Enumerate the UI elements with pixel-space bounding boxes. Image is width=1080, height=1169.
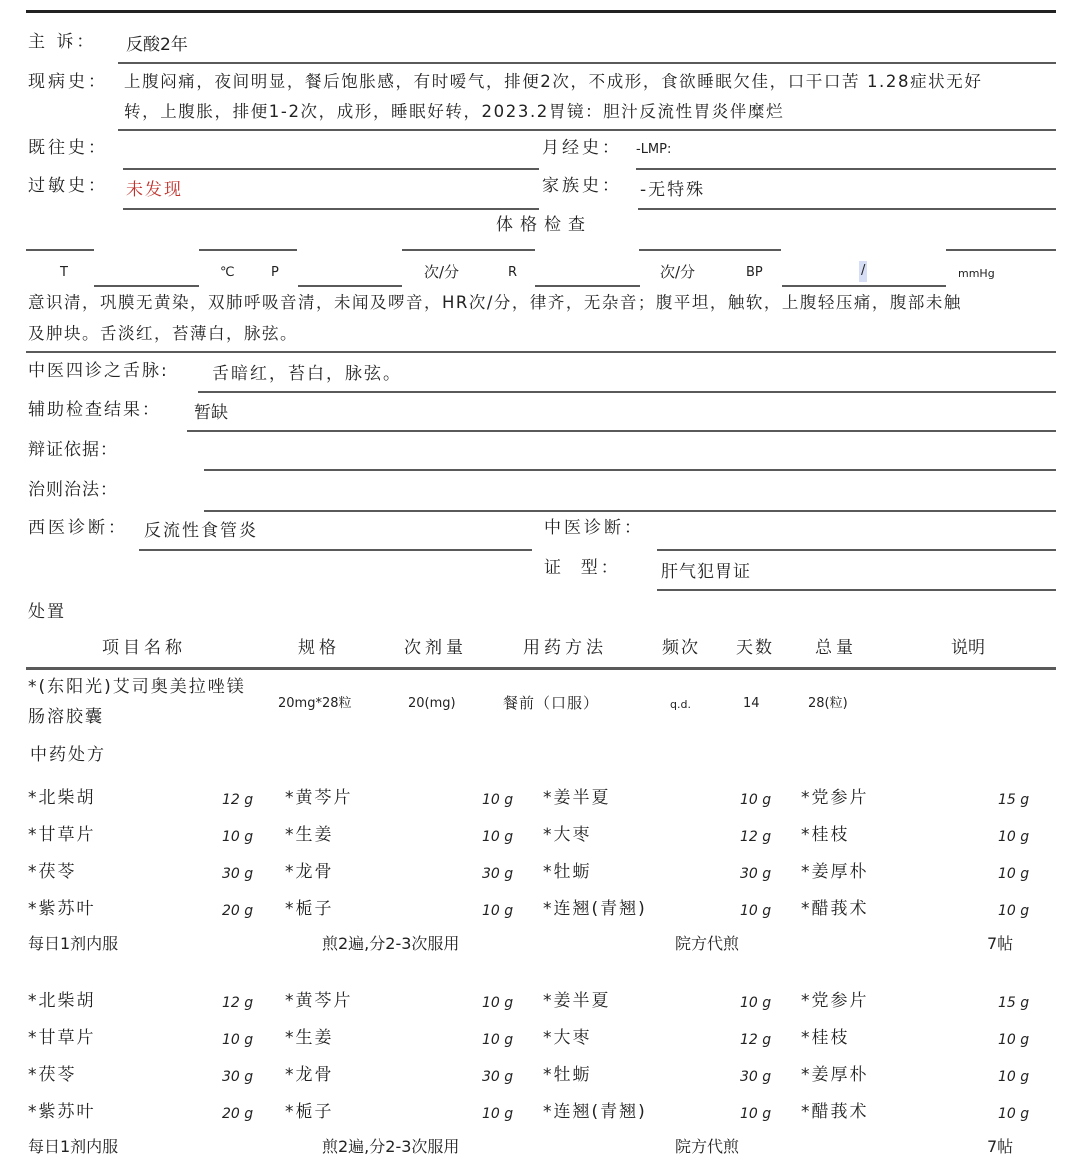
herb-name: *姜厚朴 (801, 1065, 869, 1085)
herb-name: *大枣 (543, 825, 592, 845)
rule (139, 549, 532, 551)
herb-dose: 30 g (740, 866, 772, 882)
rule (946, 249, 1056, 251)
temperature-unit: ℃ (220, 265, 235, 280)
respiration-unit: 次/分 (660, 263, 696, 281)
tcm-usage: 每日1剂内服 (28, 1137, 119, 1156)
herb-name: *龙骨 (285, 1065, 334, 1085)
drug-days: 14 (743, 696, 760, 711)
herb-name: *黄芩片 (285, 788, 353, 808)
syndrome-type-label: 证 型： (544, 558, 621, 578)
rule (657, 589, 1056, 591)
drug-spec: 20mg*28粒 (278, 696, 352, 711)
herb-name: *茯苓 (28, 862, 77, 882)
tcm-diagnosis-label: 中医诊断： (544, 518, 644, 538)
herb-name: *生姜 (285, 1028, 334, 1048)
herb-dose: 10 g (740, 903, 772, 919)
herb-dose: 10 g (482, 1106, 514, 1122)
syndrome-basis-label: 辩证依据： (28, 440, 118, 460)
respiration-label: R (508, 265, 518, 280)
physical-exam-line2[interactable]: 及肿块。舌淡红，苔薄白，脉弦。 (28, 324, 298, 343)
chief-complaint-label: 主 诉： (28, 32, 97, 52)
herb-name: *姜半夏 (543, 991, 611, 1011)
herb-name: *醋莪术 (801, 899, 869, 919)
herb-dose: 30 g (482, 1069, 514, 1085)
header-days: 天数 (736, 638, 774, 658)
rule (402, 249, 535, 251)
rule (123, 168, 539, 170)
herb-dose: 10 g (998, 829, 1030, 845)
herb-name: *党参片 (801, 991, 869, 1011)
temperature-field[interactable] (94, 285, 199, 287)
herb-dose: 30 g (222, 1069, 254, 1085)
herb-name: *醋莪术 (801, 1102, 869, 1122)
herb-dose: 12 g (740, 1032, 772, 1048)
herb-dose: 10 g (740, 792, 772, 808)
pulse-label: P (271, 265, 279, 280)
drug-name-line1: *(东阳光)艾司奥美拉唑镁 (28, 677, 246, 697)
disposal-title: 处置 (28, 602, 66, 622)
herb-name: *连翘(青翘) (543, 899, 647, 919)
rule (123, 208, 539, 210)
herb-name: *紫苏叶 (28, 899, 96, 919)
herb-dose: 10 g (998, 903, 1030, 919)
herb-dose: 10 g (740, 995, 772, 1011)
rule (118, 129, 1056, 131)
herb-name: *大枣 (543, 1028, 592, 1048)
herb-name: *甘草片 (28, 825, 96, 845)
menstrual-history-label: 月经史： (542, 138, 622, 158)
physical-exam-line1[interactable]: 意识清，巩膜无黄染，双肺呼吸音清，未闻及啰音，HR次/分，律齐，无杂音；腹平坦，触软，上腹轻压痛，腹部未触 (28, 293, 962, 312)
pulse-unit: 次/分 (424, 263, 460, 281)
pulse-field[interactable] (298, 285, 402, 287)
table-header-rule (26, 667, 1056, 670)
rule (199, 249, 297, 251)
blood-pressure-label: BP (746, 265, 763, 280)
drug-frequency: q.d. (670, 698, 691, 711)
herb-name: *栀子 (285, 1102, 334, 1122)
tcm-quantity: 7帖 (987, 934, 1014, 953)
herb-dose: 10 g (482, 1032, 514, 1048)
herb-name: *党参片 (801, 788, 869, 808)
rule (187, 430, 1056, 432)
herb-dose: 10 g (998, 1032, 1030, 1048)
present-illness-line2[interactable]: 转，上腹胀，排便1-2次，成形，睡眠好转，2023.2胃镜：胆汁反流性胃炎伴糜烂 (124, 102, 785, 121)
herb-dose: 20 g (222, 903, 254, 919)
drug-name-line2: 肠溶胶囊 (28, 707, 104, 727)
herb-dose: 30 g (740, 1069, 772, 1085)
herb-name: *黄芩片 (285, 991, 353, 1011)
herb-name: *北柴胡 (28, 788, 96, 808)
herb-dose: 10 g (482, 903, 514, 919)
herb-name: *姜半夏 (543, 788, 611, 808)
tcm-usage: 每日1剂内服 (28, 934, 119, 953)
blood-pressure-separator: / (859, 261, 867, 282)
herb-dose: 10 g (222, 1032, 254, 1048)
tcm-four-label: 中医四诊之舌脉: (28, 361, 169, 381)
drug-dose: 20(mg) (408, 696, 456, 711)
top-border (26, 10, 1056, 13)
herb-dose: 20 g (222, 1106, 254, 1122)
tcm-quantity: 7帖 (987, 1137, 1014, 1156)
past-history-label: 既往史： (28, 138, 108, 158)
herb-dose: 10 g (998, 866, 1030, 882)
family-history-label: 家族史： (542, 176, 622, 196)
header-item-name: 项目名称 (102, 638, 186, 658)
chief-complaint-value[interactable]: 反酸2年 (126, 35, 188, 55)
rule (26, 249, 94, 251)
physical-exam-title: 体格检查 (496, 215, 592, 235)
herb-name: *桂枝 (801, 825, 850, 845)
header-spec: 规格 (298, 638, 340, 658)
herb-dose: 12 g (740, 829, 772, 845)
herb-name: *甘草片 (28, 1028, 96, 1048)
herb-name: *桂枝 (801, 1028, 850, 1048)
herb-name: *姜厚朴 (801, 862, 869, 882)
rule (118, 62, 1056, 64)
treatment-principle-label: 治则治法： (28, 480, 118, 500)
rule (657, 549, 1056, 551)
respiration-field[interactable] (535, 285, 640, 287)
herb-dose: 10 g (222, 829, 254, 845)
herb-dose: 10 g (482, 792, 514, 808)
header-total: 总量 (815, 638, 857, 658)
rule (204, 469, 1056, 471)
drug-method: 餐前（口服） (503, 694, 600, 712)
rule (639, 249, 781, 251)
tcm-decoction: 煎2遍,分2-3次服用 (322, 934, 460, 953)
header-frequency: 频次 (662, 638, 700, 658)
herb-dose: 10 g (998, 1106, 1030, 1122)
herb-dose: 10 g (482, 995, 514, 1011)
rule (638, 208, 1056, 210)
allergy-history-label: 过敏史： (28, 176, 108, 196)
drug-total: 28(粒) (808, 696, 848, 711)
western-diagnosis-value[interactable]: 反流性食管炎 (144, 521, 258, 541)
herb-name: *北柴胡 (28, 991, 96, 1011)
tcm-four-value[interactable]: 舌暗红，苔白，脉弦。 (212, 364, 402, 384)
herb-dose: 12 g (222, 792, 254, 808)
family-history-value[interactable]: -无特殊 (640, 180, 706, 200)
herb-name: *牡蛎 (543, 862, 592, 882)
rule (204, 510, 1056, 512)
herb-dose: 15 g (998, 995, 1030, 1011)
herb-dose: 10 g (482, 829, 514, 845)
tcm-prescription-title: 中药处方 (30, 745, 106, 765)
herb-name: *牡蛎 (543, 1065, 592, 1085)
menstrual-history-value[interactable]: -LMP: (636, 142, 672, 157)
temperature-label: T (60, 265, 68, 280)
herb-dose: 15 g (998, 792, 1030, 808)
blood-pressure-field[interactable] (782, 285, 946, 287)
rule (26, 351, 1056, 353)
herb-name: *栀子 (285, 899, 334, 919)
herb-name: *生姜 (285, 825, 334, 845)
present-illness-label: 现病史： (28, 72, 108, 92)
herb-dose: 10 g (998, 1069, 1030, 1085)
header-method: 用药方法 (523, 638, 607, 658)
header-dose: 次剂量 (404, 638, 467, 658)
tcm-decoction: 煎2遍,分2-3次服用 (322, 1137, 460, 1156)
tcm-processing: 院方代煎 (675, 934, 740, 953)
herb-name: *龙骨 (285, 862, 334, 882)
present-illness-line1[interactable]: 上腹闷痛，夜间明显，餐后饱胀感，有时嗳气，排便2次，不成形，食欲睡眠欠佳，口干口苦 1.28症状无好 (124, 72, 983, 91)
rule (198, 391, 1056, 393)
aux-exam-value[interactable]: 暂缺 (194, 403, 228, 423)
herb-dose: 30 g (222, 866, 254, 882)
herb-dose: 12 g (222, 995, 254, 1011)
herb-dose: 10 g (740, 1106, 772, 1122)
syndrome-type-value[interactable]: 肝气犯胃证 (661, 562, 751, 582)
herb-name: *紫苏叶 (28, 1102, 96, 1122)
herb-name: *茯苓 (28, 1065, 77, 1085)
aux-exam-label: 辅助检查结果： (28, 400, 161, 420)
tcm-processing: 院方代煎 (675, 1137, 740, 1156)
herb-dose: 30 g (482, 866, 514, 882)
blood-pressure-unit: mmHg (958, 267, 995, 280)
herb-name: *连翘(青翘) (543, 1102, 647, 1122)
allergy-history-value[interactable]: 未发现 (126, 180, 183, 200)
western-diagnosis-label: 西医诊断： (28, 518, 128, 538)
header-note: 说明 (951, 638, 985, 658)
rule (636, 168, 1056, 170)
